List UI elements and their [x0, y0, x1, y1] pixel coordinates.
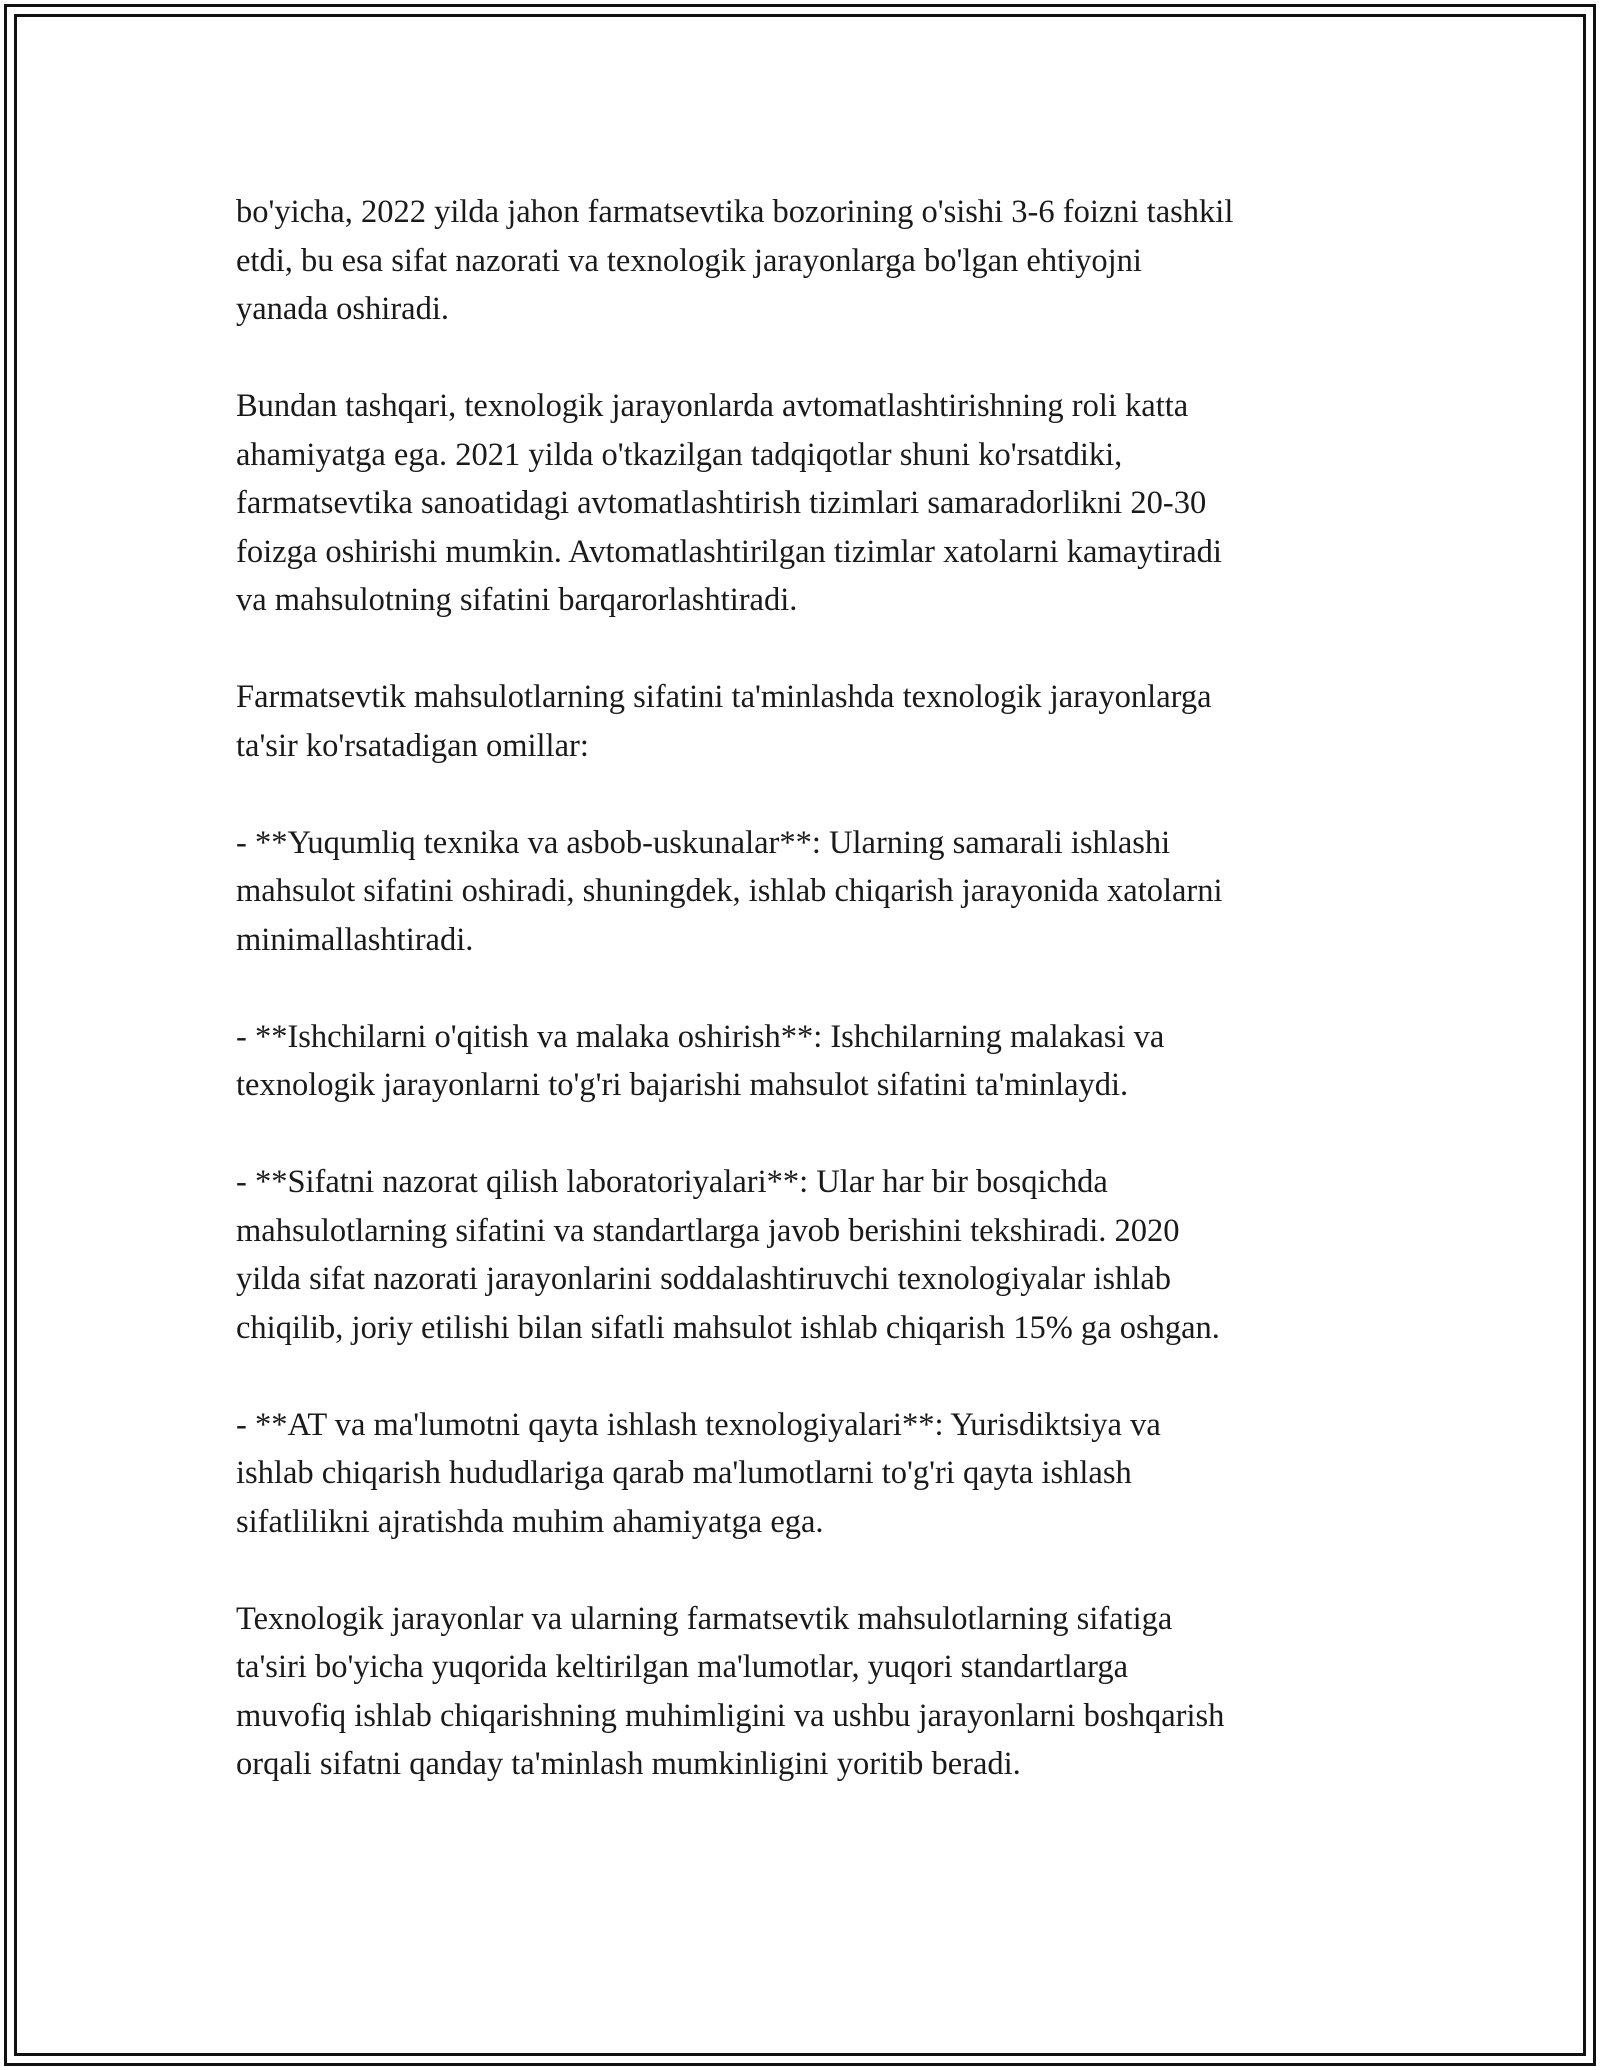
- list-item-equipment: - **Yuqumliq texnika va asbob-uskunalar**: Ularning samarali ishlashi mahsulot sifatini oshiradi, shuningdek, ishlab chiqarish jarayonida xatolarni minimallashtiradi.: [236, 824, 1223, 958]
- paragraph-automation: Bundan tashqari, texnologik jarayonlarda avtomatlashtirishning roli katta ahamiyatga ega. 2021 yilda o'tkazilgan tadqiqotlar shuni ko'rsatdiki, farmatsevtika sanoatidagi avtomatlashtirish tizimlari samaradorlikni 20-30 foizga oshirishi mumkin. Avtomatlashtirilgan tizimlar xatolarni kamaytiradi va mahsulotning sifatini barqarorlashtiradi.: [236, 388, 1222, 618]
- document-body: [236, 188, 1396, 1789]
- list-item-training: - **Ishchilarni o'qitish va malaka oshirish**: Ishchilarning malakasi va texnologik jarayonlarni to'g'ri bajarishi mahsulot sifatini ta'minlaydi.: [236, 1018, 1165, 1103]
- paragraph-conclusion: Texnologik jarayonlar va ularning farmatsevtik mahsulotlarning sifatiga ta'siri bo'yicha yuqorida keltirilgan ma'lumotlar, yuqori standartlarga muvofiq ishlab chiqarishning muhimligini va ushbu jarayonlarni boshqarish orqali sifatni qanday ta'minlash mumkinligini yoritib beradi.: [236, 1600, 1225, 1782]
- list-item-quality-labs: - **Sifatni nazorat qilish laboratoriyalari**: Ular har bir bosqichda mahsulotlarning sifatini va standartlarga javob berishini tekshiradi. 2020 yilda sifat nazorati jarayonlarini soddalashtiruvchi texnologiyalar ishlab chiqilib, joriy etilishi bilan sifatli mahsulot ishlab chiqarish 15% ga oshgan.: [236, 1164, 1220, 1346]
- list-item-data-processing: - **AT va ma'lumotni qayta ishlash texnologiyalari**: Yurisdiktsiya va ishlab chiqarish hududlariga qarab ma'lumotlarni to'g'ri qayta ishlash sifatlilikni ajratishda muhim ahamiyatga ega.: [236, 1406, 1161, 1540]
- paragraph-factors-intro: Farmatsevtik mahsulotlarning sifatini ta'minlashda texnologik jarayonlarga ta'sir ko'rsatadigan omillar:: [236, 679, 1212, 764]
- paragraph-market-growth: bo'yicha, 2022 yilda jahon farmatsevtika bozorining o'sishi 3-6 foizni tashkil etdi, bu esa sifat nazorati va texnologik jarayonlarga bo'lgan ehtiyojni yanada oshiradi.: [236, 194, 1234, 327]
